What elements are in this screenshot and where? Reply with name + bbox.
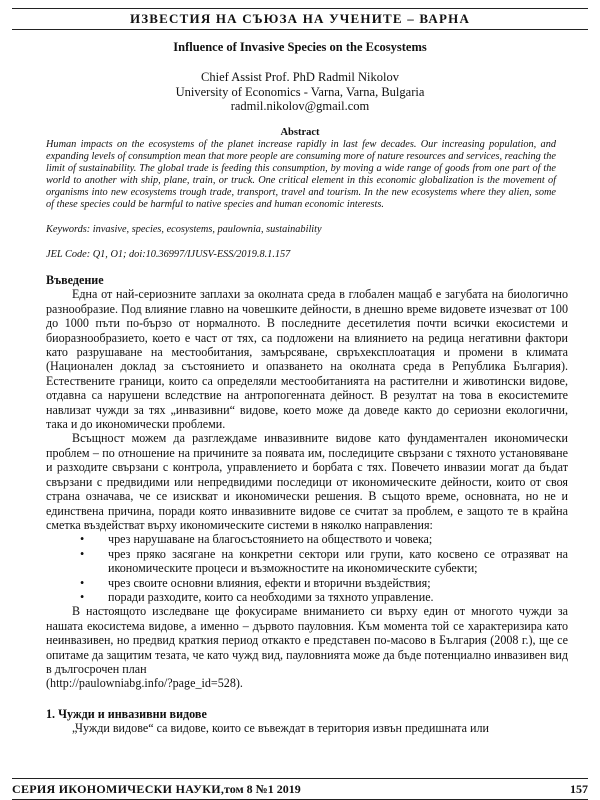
source-url: (http://paulowniabg.info/?page_id=528).	[46, 676, 243, 691]
list-item: • поради разходите, които са необходими за тяхното управление.	[90, 590, 568, 604]
list-item: • чрез нарушаване на благосъстоянието на обществото и човека;	[90, 532, 568, 546]
article-title: Influence of Invasive Species on the Ecosystems	[173, 40, 427, 54]
author-block	[0, 70, 600, 114]
journal-header: ИЗВЕСТИЯ НА СЪЮЗА НА УЧЕНИТЕ – ВАРНА	[12, 8, 588, 30]
footer-series: СЕРИЯ ИКОНОМИЧЕСКИ НАУКИ,	[12, 782, 225, 796]
author-affiliation: University of Economics - Varna, Varna, Bulgaria	[175, 84, 425, 99]
intro-paragraph-2: Всъщност можем да разглеждаме инвазивните видове като фундаментален икономически проблем – по отношение на причините за появата им, последиците свързани с тяхното установяване и разходите свързани с контрола, управлението и борбата с тях. Повечето инвазии могат да бъдат свързани с предвидими или непредвидими последици от икономическите дейности, които от своя страна означава, че се изискват и икономически решения. В същото време, основната, но не и единствена причина, поради която инвазивните видове се считат за проблем, е защото те в крайна сметка въздействат върху икономическите системи в няколко направления:	[46, 431, 568, 532]
section-1-heading: 1. Чужди и инвазивни видове	[46, 706, 207, 721]
keywords: Keywords: invasive, species, ecosystems, paulownia, sustainability	[46, 224, 322, 235]
intro-paragraph-3: В настоящото изследване ще фокусираме вниманието си върху един от многото чужди за нашата екосистема видове, а именно – дървото пауловния. Към момента той се характеризира като неинвазивен, но предвид краткия период откакто е представен по-масово в България (2008 г.), ще се опитаме да защитим тезата, че като чужд вид, пауловнията може да бъде потенциално инвазивен вид в дългосрочен план	[46, 604, 568, 676]
footer-volume: том 8 №1 2019	[224, 782, 301, 796]
list-item: • чрез пряко засягане на конкретни сектори или групи, като косвено се отразяват на икономическите процеси и възможностите на икономическите субекти;	[90, 547, 568, 576]
author-email: radmil.nikolov@gmail.com	[230, 99, 370, 113]
page-footer	[12, 778, 588, 800]
page-number: 157	[570, 782, 588, 796]
abstract-heading: Abstract	[280, 127, 320, 138]
author-name: Chief Assist Prof. PhD Radmil Nikolov	[201, 70, 399, 84]
article-body	[46, 273, 568, 736]
impact-list	[46, 532, 568, 604]
jel-code: JEL Code: Q1, O1; doi:10.36997/IJUSV-ESS/2019.8.1.157	[46, 249, 291, 260]
abstract-text: Human impacts on the ecosystems of the planet increase rapidly in last few decades. Our increasing population, and expanding levels of consumption mean that more people are consuming more of nature resources and services, reaching the limit of sustainability. The global trade is feeding this consumption, by moving a wide range of goods from one part of the world to another with ship, plane, train, or truck. One critical element in this economic globalization is the movement of organisms into new ecosystems trough trade, transport, travel and tourism. In the new ecosystems where they alien, some of these species could be harmful to native species and human economic interests.	[46, 139, 556, 210]
intro-paragraph-1: Една от най-сериозните заплахи за околната среда в глобален мащаб е загубата на биологично разнообразие. Под влияние главно на човешките дейности, в днешно време видовете изчезват от 100 до 1000 пъти по-бързо от нормалното. В последните десетилетия почти всички екосистеми и биоразнообразието, което е част от тях, са подложени на влиянието на редица негативни фактори като разрушаване на местообитания, замърсяване, свръхексплоатация и промени в климата (Национален доклад за състоянието и опазването на околната среда в Република България). Естествените граници, които са определяли местообитанията на растителни и животински видове, отдавна са нарушени вследствие на антропогенната дейност. В резултат на това в екосистемите навлизат чужди за тях „инвазивни“ видове, което може да доведе както до сериозни екологични, така и до икономически проблеми.	[46, 287, 568, 432]
list-item: • чрез своите основни влияния, ефекти и вторични въздействия;	[90, 576, 568, 590]
intro-heading: Въведение	[46, 273, 104, 287]
section-1-paragraph: „Чужди видове“ са видове, които се въвеждат в територия извън предишната или	[72, 721, 489, 736]
